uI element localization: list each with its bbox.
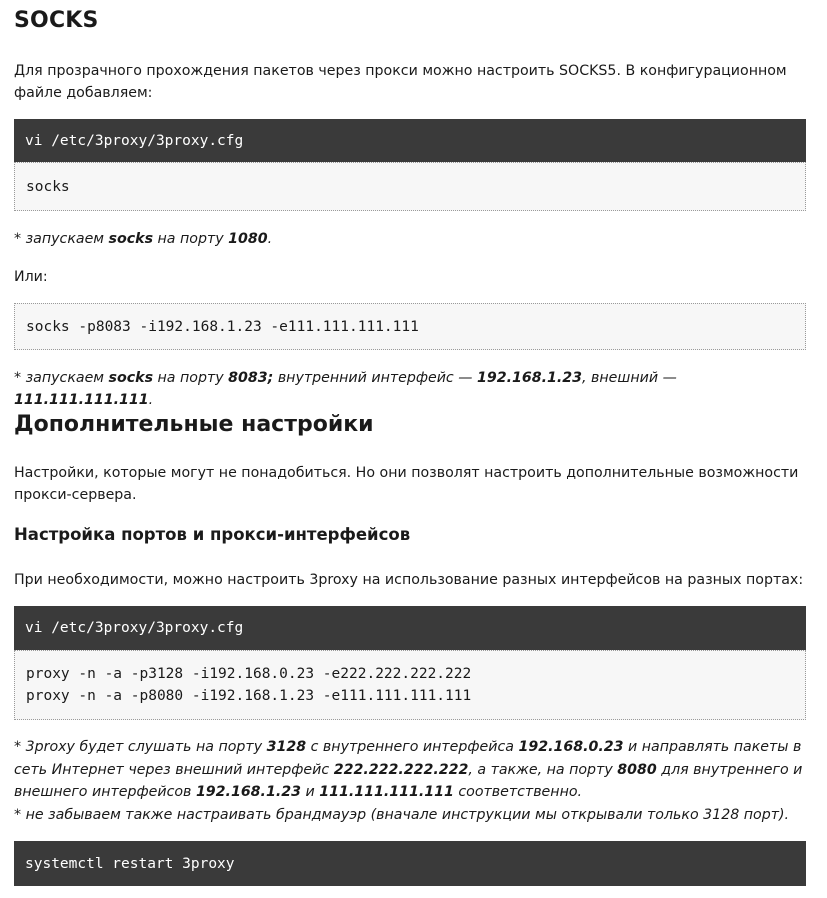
note-text: , внешний — bbox=[581, 370, 677, 386]
note-bold: socks bbox=[108, 370, 154, 386]
note-bold: 111.111.111.111 bbox=[319, 784, 454, 800]
code-line: proxy -n -a -p8080 -i192.168.1.23 -e111.111.111.111 bbox=[26, 688, 472, 704]
note-firewall: * не забываем также настраивать брандмауэр (вначале инструкции мы открывали только 3128 порт). bbox=[14, 807, 790, 823]
note-bold: socks bbox=[108, 231, 154, 247]
note-socks-interfaces bbox=[14, 367, 806, 411]
note-bold: 3128 bbox=[266, 739, 307, 755]
ports-intro-paragraph: При необходимости, можно настроить 3proxy на использование разных интерфейсов на разных портах: bbox=[14, 572, 804, 588]
note-text: . bbox=[267, 231, 273, 247]
note-bold: 222.222.222.222 bbox=[333, 761, 469, 778]
note-bold: 8083; bbox=[228, 370, 274, 386]
note-text: внутренний интерфейс — bbox=[273, 370, 477, 386]
note-socks-port bbox=[14, 228, 806, 250]
code-line: socks bbox=[26, 179, 70, 195]
command-text: systemctl restart 3proxy bbox=[25, 855, 235, 872]
note-text: * запускаем bbox=[14, 231, 109, 247]
command-block-restart bbox=[14, 841, 806, 886]
code-line: socks -p8083 -i192.168.1.23 -e111.111.111.111 bbox=[26, 319, 419, 335]
note-text: . bbox=[148, 392, 154, 408]
note-text: на порту bbox=[153, 231, 229, 247]
command-block-vi-config-2 bbox=[14, 606, 806, 650]
code-block-socks-options bbox=[14, 303, 806, 350]
additional-settings-intro: Настройки, которые могут не понадобиться. Но они позволят настроить дополнительные возможности прокси-сервера. bbox=[14, 465, 799, 503]
code-line: proxy -n -a -p3128 -i192.168.0.23 -e222.222.222.222 bbox=[26, 666, 472, 682]
note-text: с внутреннего интерфейса bbox=[306, 739, 519, 755]
note-bold: 192.168.1.23 bbox=[476, 370, 582, 386]
command-text: vi /etc/3proxy/3proxy.cfg bbox=[25, 132, 244, 149]
or-label: Или: bbox=[14, 269, 48, 285]
note-text: * запускаем bbox=[14, 370, 109, 386]
note-bold: 1080 bbox=[228, 231, 268, 247]
note-text: на порту bbox=[153, 370, 229, 386]
note-text: , а также, на порту bbox=[468, 761, 618, 778]
command-text: vi /etc/3proxy/3proxy.cfg bbox=[25, 620, 244, 636]
note-text: соответственно. bbox=[453, 784, 583, 800]
note-text: и bbox=[300, 784, 320, 800]
note-bold: 8080 bbox=[617, 761, 657, 778]
command-block-vi-config bbox=[14, 119, 806, 162]
heading-additional-settings: Дополнительные настройки bbox=[14, 412, 374, 437]
code-block-socks bbox=[14, 162, 806, 211]
note-bold: 192.168.0.23 bbox=[518, 739, 624, 755]
note-bold: 192.168.1.23 bbox=[195, 784, 301, 800]
note-text: * 3proxy будет слушать на порту bbox=[14, 739, 267, 755]
heading-ports-interfaces: Настройка портов и прокси-интерфейсов bbox=[14, 525, 411, 544]
note-text: для внутреннего и внешнего интерфейсов bbox=[14, 761, 803, 800]
code-block-proxy-ports bbox=[14, 650, 806, 720]
note-proxy-ports bbox=[14, 736, 806, 804]
socks-intro-paragraph: Для прозрачного прохождения пакетов через прокси можно настроить SOCKS5. В конфигурационном файле добавляем: bbox=[14, 63, 787, 101]
heading-socks: SOCKS bbox=[14, 8, 99, 33]
note-text: и направлять пакеты в сеть Интернет через внешний интерфейс bbox=[14, 739, 802, 778]
note-bold: 111.111.111.111 bbox=[14, 392, 149, 408]
